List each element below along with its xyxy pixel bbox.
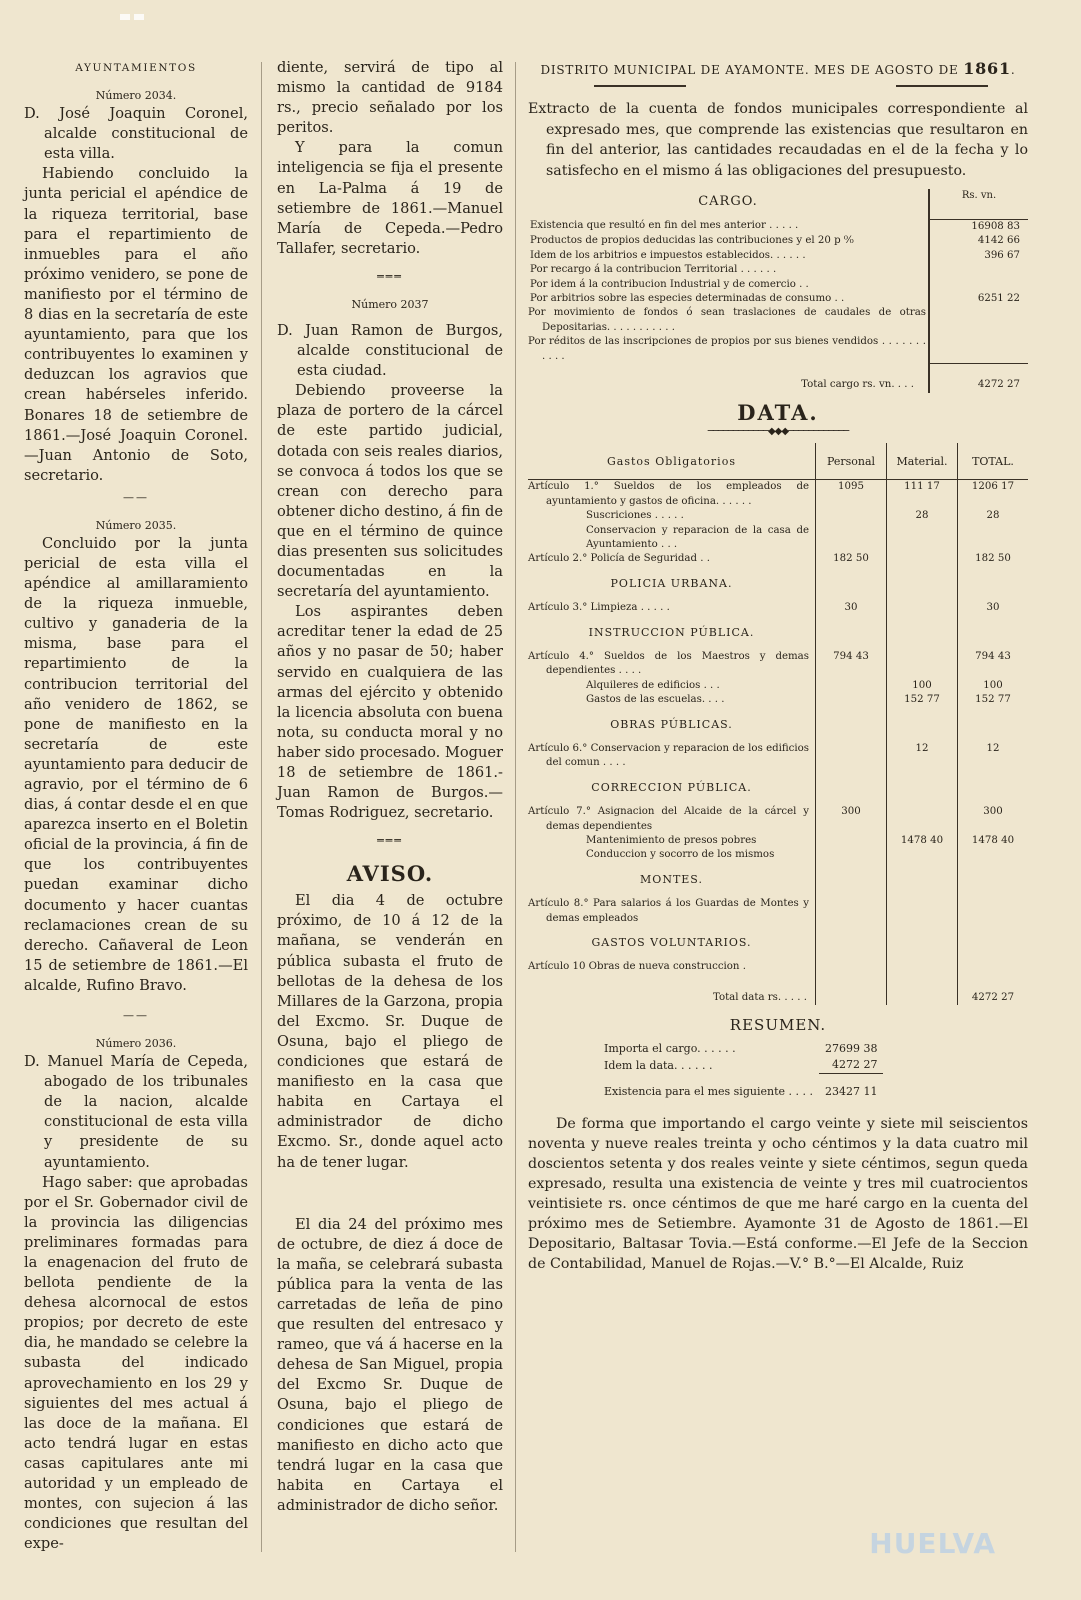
table-row: Conduccion y socorro de los mismos xyxy=(528,848,1028,862)
table-row: Mantenimiento de presos pobres 1478 40 1478 40 xyxy=(528,834,1028,848)
notice-header: D. Juan Ramon de Burgos, alcalde constitucional de esta ciudad. xyxy=(277,321,503,380)
table-row: Artículo 6.° Conservacion y reparacion de los edificios del comun . . . . 12 12 xyxy=(528,742,1028,771)
notice-header: D. José Joaquin Coronel, alcalde constitucional de esta villa. xyxy=(24,105,248,163)
cargo-table xyxy=(528,189,1028,393)
table-row: Idem la data. . . . . . 4272 27 xyxy=(598,1057,883,1074)
district-name: DISTRITO MUNICIPAL DE AYAMONTE. xyxy=(540,63,810,77)
data-total-row: Total data rs. . . . . 4272 27 xyxy=(528,975,1028,1005)
group-heading: CORRECCION PÚBLICA. xyxy=(528,771,1028,805)
scan-mark xyxy=(120,14,130,20)
district-month: MES DE AGOSTO DE xyxy=(814,63,959,77)
separator: ═══ xyxy=(377,269,403,283)
table-row: Por recargo á la contribucion Territorial . . . . . . xyxy=(528,263,1028,277)
scan-mark xyxy=(134,14,144,20)
cargo-title: CARGO. xyxy=(698,194,758,209)
table-row: Artículo 7.° Asignacion del Alcaide de la cárcel y demas dependientes 300 300 xyxy=(528,805,1028,834)
separator: —— xyxy=(123,1009,149,1023)
table-row: Artículo 2.° Policía de Seguridad . . 182 50 182 50 xyxy=(528,552,1028,566)
right-column xyxy=(528,58,1028,1274)
closing-text: De forma que importando el cargo veinte y siete mil seiscientos noventa y nueve reales treinta y ocho céntimos y la data cuatro mil doscientos setenta y dos reales veinte y siete céntimos, segun queda expresado, resulta una existencia de veinte y tres mil cuatrocientos veintisiete rs. once céntimos de que me haré cargo en la cuenta del próximo mes de Setiembre. Ayamonte 31 de Agosto de 1861.—El Depositario, Baltasar Tovia.—Está conforme.—El Jefe de la Seccion de Contabilidad, Manuel de Rojas.—V.° B.°—El Alcalde, Ruiz xyxy=(528,1116,1028,1273)
notice-body: Concluido por la junta pericial de esta villa el apéndice al amillaramiento de la riqueza inmueble, cultivo y ganaderia de la misma, base para el repartimiento de la contribucion territorial del año venidero de 1862, se pone de manifiesto en la secretaría de este ayuntamiento para deducir de agravio, por el término de 6 dias, á contar desde el en que aparezca inserto en el Boletin oficial de la provincia, á fin de que los contribuyentes puedan examinar dicho documento y hacer cuantas reclamaciones crean de su derecho. Cañaveral de Leon 15 de setiembre de 1861.—El alcalde, Rufino Bravo. xyxy=(24,534,248,994)
notice-body: Hago saber: que aprobadas por el Sr. Gobernador civil de la provincia las diligencias preliminares formadas para la enagenacion del fruto de bellota pendiente de la dehesa alcornocal de estos propios; por decreto de este dia, he mandado se celebre la subasta del indicado aprovechamiento en los 29 y siguientes del mes actual á las doce de la mañana. El acto tendrá lugar en estas casas capitulares ante mi autoridad y un empleado de montes, con sujecion á las condiciones que resultan del expe- xyxy=(24,1173,248,1553)
district-title: DISTRITO MUNICIPAL DE AYAMONTE. MES DE AGOSTO DE 1861. xyxy=(540,59,1016,78)
table-row: Artículo 10 Obras de nueva construccion . xyxy=(528,960,1028,974)
table-row: Existencia que resultó en fin del mes anterior . . . . . 16908 83 xyxy=(528,219,1028,234)
section-heading: AYUNTAMIENTOS xyxy=(75,62,197,74)
gastos-obligatorios-heading: Gastos Obligatorios xyxy=(528,443,816,480)
table-row: Por arbitrios sobre las especies determinadas de consumo . . 6251 22 xyxy=(528,292,1028,306)
table-row: Idem de los arbitrios e impuestos establecidos. . . . . . 396 67 xyxy=(528,249,1028,263)
table-row: Artículo 4.° Sueldos de los Maestros y demas dependientes . . . . 794 43 794 43 xyxy=(528,650,1028,679)
col-material: Material. xyxy=(887,443,958,480)
resumen-table xyxy=(598,1041,883,1100)
notice-body: Y para la comun inteligencia se fija el presente en La-Palma á 19 de setiembre de 1861.—Manuel María de Cepeda.—Pedro Tallafer, secretario. xyxy=(277,139,503,257)
aviso-title: AVISO. xyxy=(346,861,434,887)
group-heading: GASTOS VOLUNTARIOS. xyxy=(528,926,1028,960)
aviso-body: El dia 24 del próximo mes de octubre, de diez á doce de la maña, se celebrará subasta pública para la venta de las carretadas de leña de pino que resulten del entresaco y rameo, que vá á hacerse en la dehesa de San Miguel, propia del Excmo Sr. Duque de Osuna, bajo el pliego de condiciones que estará de manifiesto en dicho acto que tendrá lugar en la casa que habita en Cartaya el administrador de dicho señor. xyxy=(277,1215,503,1514)
ornament: ────────────◆◆◆──────────── xyxy=(707,425,849,437)
notice-number: Número 2034. xyxy=(95,89,177,103)
table-row: Existencia para el mes siguiente . . . . 23427 11 xyxy=(604,1085,878,1099)
aviso-body: El dia 4 de octubre próximo, de 10 á 12 de la mañana, se venderán en pública subasta el fruto de bellotas de la dehesa de los Millares de la Garzona, propia del Excmo. Sr. Duque de Osuna, bajo el pliego de condiciones que estará de manifiesto en la casa que habita en Cartaya el administrador de dicho Excmo. Sr., donde aquel acto ha de tener lugar. xyxy=(277,892,503,1171)
table-row: Artículo 3.° Limpieza . . . . . 30 30 xyxy=(528,601,1028,615)
table-row: Importa el cargo. . . . . . 27699 38 xyxy=(604,1042,878,1056)
table-row: Artículo 1.° Sueldos de los empleados de ayuntamiento y gastos de oficina. . . . . . 1095 111 17 1206 17 xyxy=(528,480,1028,509)
notice-number: Número 2035. xyxy=(95,518,177,532)
column-rule xyxy=(515,62,516,1552)
col-personal: Personal xyxy=(816,443,887,480)
group-heading: OBRAS PÚBLICAS. xyxy=(528,708,1028,742)
table-row: Conservacion y reparacion de la casa de Ayuntamiento . . . xyxy=(528,524,1028,553)
column-rule xyxy=(261,62,262,1552)
group-heading: MONTES. xyxy=(528,863,1028,897)
col-total: TOTAL. xyxy=(958,443,1029,480)
table-row: Gastos de las escuelas. . . . 152 77 152 77 xyxy=(528,693,1028,707)
notice-header: D. Manuel María de Cepeda, abogado de los tribunales de la nacion, alcalde constitucional de esta villa y presidente de su ayuntamiento. xyxy=(24,1053,248,1171)
resumen-title: RESUMEN. xyxy=(729,1016,827,1035)
notice-number: Número 2037 xyxy=(351,297,429,311)
extracto-text: Extracto de la cuenta de fondos municipales correspondiente al expresado mes, que comprende las existencias que resultaron en fin del anterior, las cantidades recaudadas en el de la fecha y lo satisfecho en el mismo á las obligaciones del presupuesto. xyxy=(528,101,1028,179)
middle-column xyxy=(277,58,503,1516)
separator: ═══ xyxy=(377,834,403,848)
separator: —— xyxy=(123,490,149,504)
data-table xyxy=(528,443,1028,1005)
cargo-unit: Rs. vn. xyxy=(929,189,1028,219)
cargo-total-row: Total cargo rs. vn. . . . 4272 27 xyxy=(528,364,1028,393)
title-rules xyxy=(594,85,988,87)
notice-number: Número 2036. xyxy=(95,1037,177,1051)
table-row: Por idem á la contribucion Industrial y de comercio . . xyxy=(528,278,1028,292)
table-row: Por réditos de las inscripciones de propios por sus bienes vendidos . . . . . . . . . . . xyxy=(528,335,1028,364)
notice-body: Debiendo proveerse la plaza de portero de la cárcel de este partido judicial, dotada con seis reales diarios, se convoca á todos los que se crean con derecho para obtener dicho destino, á fin de que en el término de quince dias presenten sus solicitudes documentadas en la secretaría del ayuntamiento. xyxy=(277,382,503,601)
notice-continuation: diente, servirá de tipo al mismo la cantidad de 9184 rs., precio señalado por los peritos. xyxy=(277,59,503,137)
left-column xyxy=(24,58,248,1554)
table-row: Artículo 8.° Para salarios á los Guardas de Montes y demas empleados xyxy=(528,897,1028,926)
notice-body: Los aspirantes deben acreditar tener la edad de 25 años y no pasar de 50; haber servido en cualquiera de las armas del ejército y obtenido la licencia absoluta con buena nota, su conducta moral y no haber sido procesado. Moguer 18 de setiembre de 1861.-Juan Ramon de Burgos.—Tomas Rodriguez, secretario. xyxy=(277,603,503,822)
group-heading: INSTRUCCION PÚBLICA. xyxy=(528,616,1028,650)
table-row: Alquileres de edificios . . . 100 100 xyxy=(528,679,1028,693)
group-heading: POLICIA URBANA. xyxy=(528,567,1028,601)
table-row: Por movimiento de fondos ó sean traslaciones de caudales de otras Depositarias. . . . . . . . . . . xyxy=(528,306,1028,335)
data-title: DATA. xyxy=(737,399,819,425)
table-row: Suscriciones . . . . . 28 28 xyxy=(528,509,1028,523)
notice-body: Habiendo concluido la junta pericial el apéndice de la riqueza territorial, base para el repartimiento de inmuebles para el año próximo venidero, se pone de manifiesto por el término de 8 dias en la secretaría de este ayuntamiento, para que los contribuyentes lo examinen y deduzcan los agravios que crean habérseles inferido. Bonares 18 de setiembre de 1861.—José Joaquin Coronel.—Juan Antonio de Soto, secretario. xyxy=(24,165,248,484)
table-row: Productos de propios deducidas las contribuciones y el 20 p ⁰⁄₀ 4142 66 xyxy=(528,234,1028,248)
district-year: 1861 xyxy=(963,59,1011,78)
watermark-logo: HUELVA xyxy=(869,1527,996,1560)
